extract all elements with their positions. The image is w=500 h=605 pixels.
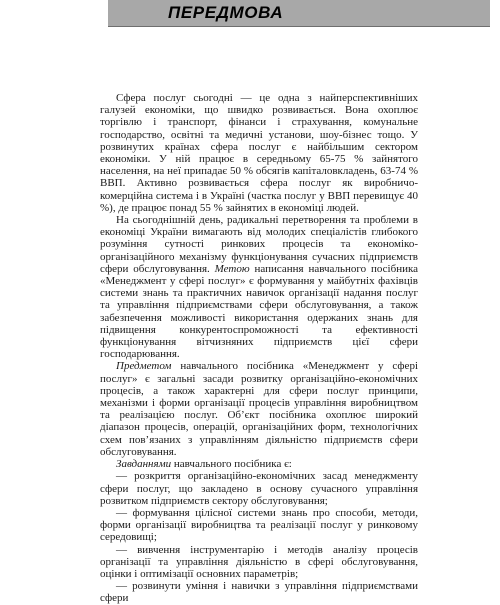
goal-keyword: Метою (214, 262, 250, 275)
paragraph-tasks (100, 458, 418, 470)
paragraph-subject (100, 360, 418, 458)
paragraph-subject-rest: навчального посібника «Менеджмент у сфері послуг» є загальні засади розвитку організаційно-економічних процесів, а також характерні для сфери послуг принципи, механізми і форми організації процесів управління виробництвом та реалізацією послуг. Об’єкт посібника охоплює широкий діапазон процесів, операцій, організаційних форм, технологічних схем пов’язаних з управлінням діяльністю підприємств сфери обслуговування. (100, 360, 418, 458)
paragraph-tasks-rest: навчального посібника є: (173, 458, 292, 471)
task-list-item: — формування цілісної системи знань про способи, методи, форми організації виробництва та реалізації послуг у ринковому середовищі; (100, 506, 418, 544)
task-list-item: — розвинути уміння і навички з управління підприємствами сфери (100, 580, 418, 605)
task-list-item: — розкриття організаційно-економічних засад менеджменту сфери послуг, що закладено в основу сучасного управління розвитком підприємств сектору обслуговування; (100, 470, 418, 507)
chapter-title: ПЕРЕДМОВА (168, 3, 284, 22)
paragraph-goal-rest: написання навчального посібника «Менеджмент у сфері послуг» є формування у майбутніх фахівців системи знань та практичних навичок організації надання послуг та управління підприємствами сфери обслуговування, а також забезпечення можливості використання одержаних знань для підвищення конкурентоспроможності та ефективності функціонування вітчизняних підприємств цієї сфери господарювання. (100, 262, 419, 361)
paragraph-intro: Сфера послуг сьогодні — це одна з найперспективніших галузей економіки, що швидко розвивається. Вона охоплює торгівлю і транспорт, фінанси і страхування, комунальне господарство, освітні та медичні установи, шоу-бізнес тощо. У розвинутих країнах сфера послуг є найбільшим сектором економіки. У ній працює в середньому 65-75 % зайнятого населення, на неї припадає 50 % обсягів капіталовкладень, 63-74 % ВВП. Активно розвивається сфера послуг як виробничо-комерційна система і в Україні (частка послуг у ВВП перевищує 40 %), де працює понад 55 % зайнятих в економіці людей. (100, 92, 418, 214)
paragraph-goal (100, 214, 418, 360)
task-list-item: — вивчення інструментарію і методів аналізу процесів організації та управління діяльністю в сфері обслуговування, оцінки і оптимізації основних параметрів; (100, 543, 418, 580)
tasks-keyword: Завданнями (116, 458, 172, 471)
page-body (100, 92, 418, 605)
paragraph-goal-text: На сьогоднішній день, радикальні перетворення та проблеми в економіці України вимагають від молодих спеціалістів глибокого розуміння сутності ринкових процесів та економіко-організаційного механізму функціонування сучасних підприємств сфери обслуговування. (100, 214, 418, 275)
chapter-header-bar (108, 0, 490, 27)
subject-keyword: Предметом (116, 360, 172, 373)
